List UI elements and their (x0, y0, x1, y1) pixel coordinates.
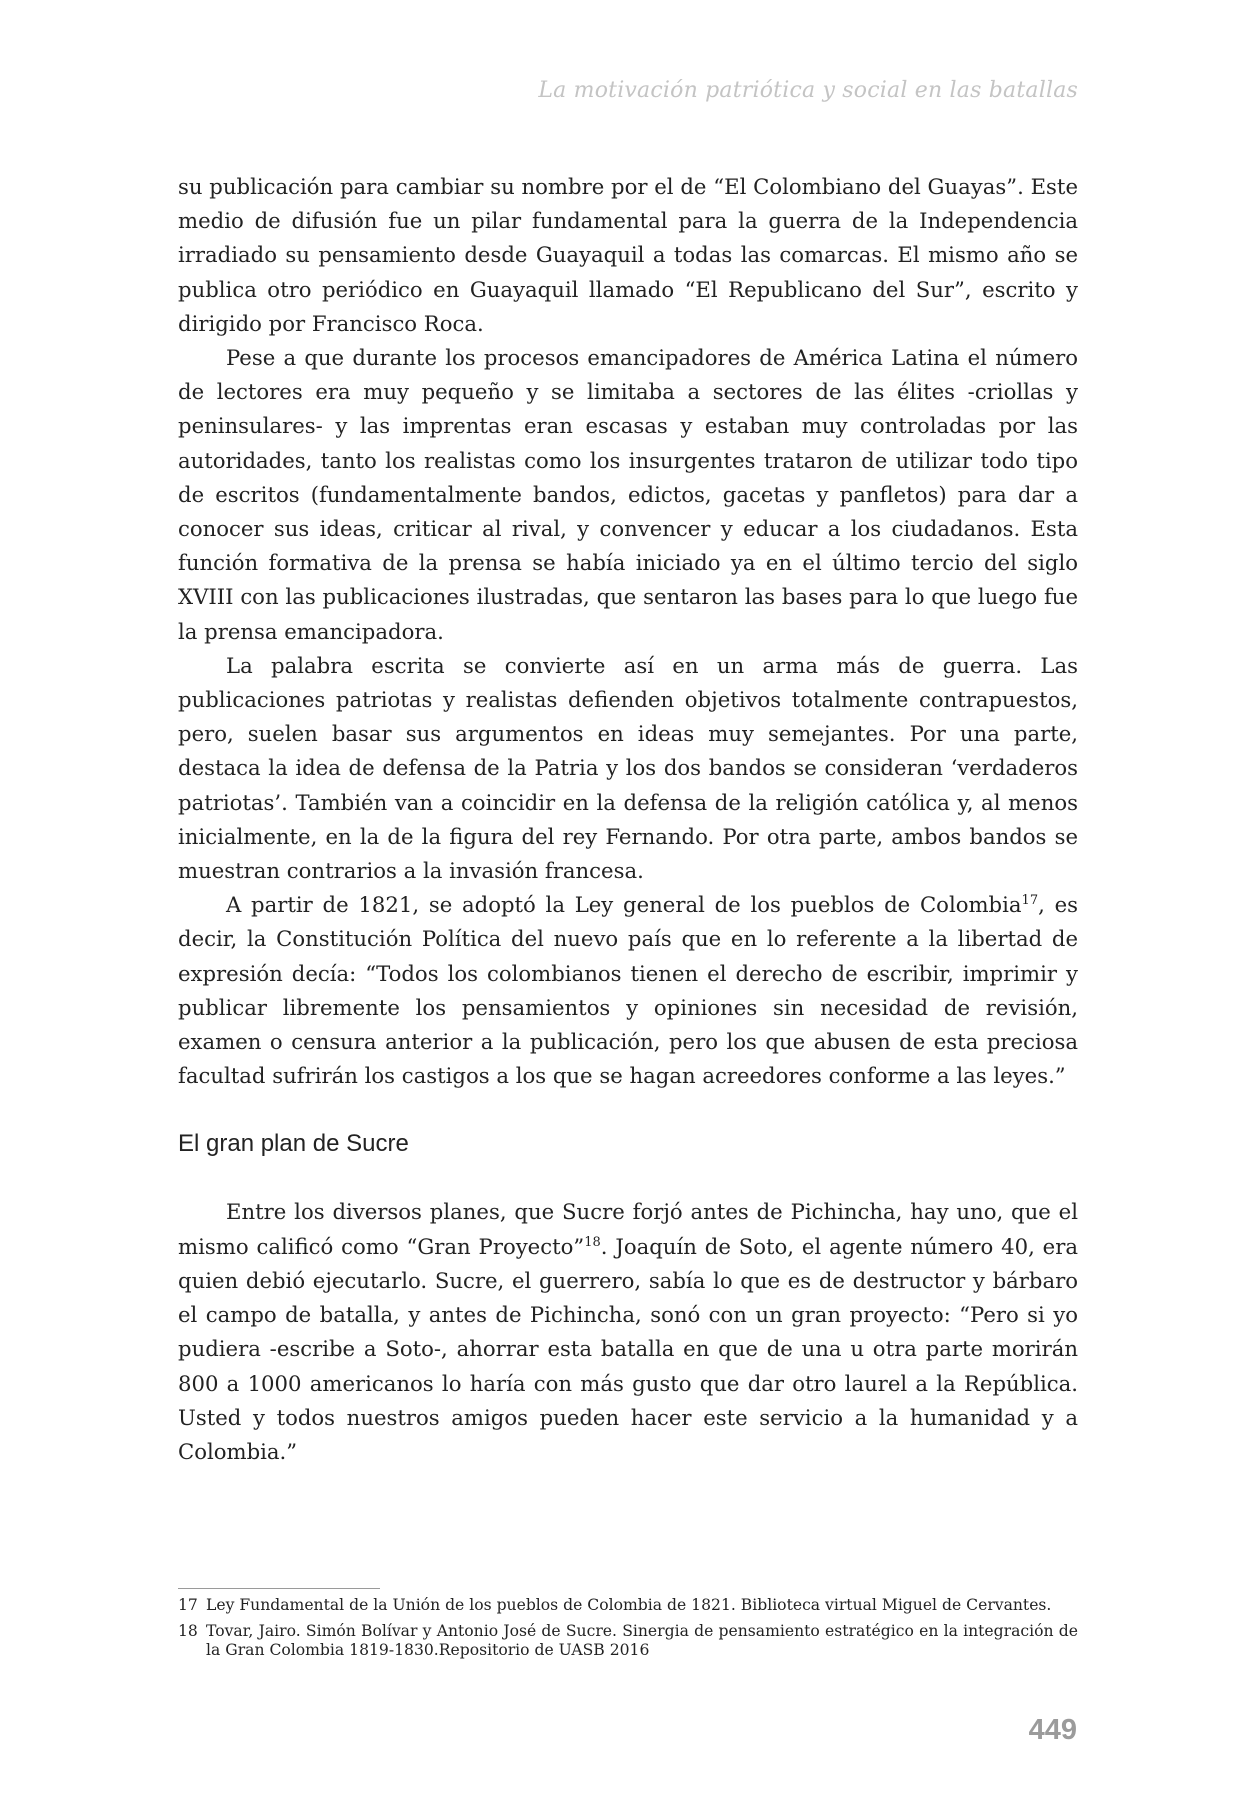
footnote-number: 18 (178, 1622, 198, 1640)
footnote-text: Tovar, Jairo. Simón Bolívar y Antonio José de Sucre. Sinergia de pensamiento estratégico en la integración de la Gran Colombia 1819-1830.Repositorio de UASB 2016 (206, 1622, 1078, 1659)
running-head: La motivación patriótica y social en las batallas (538, 78, 1078, 103)
footnote-18 (178, 1622, 1078, 1660)
paragraph-text: Entre los diversos planes, que Sucre forjó antes de Pichincha, hay uno, que el mismo calificó como “Gran Proyecto” (178, 1199, 1078, 1259)
paragraph-text: , es decir, la Constitución Política del nuevo país que en lo referente a la libertad de expresión decía: “Todos los colombianos tienen el derecho de escribir, imprimir y publicar libremente los pensamientos y opiniones sin necesidad de revisión, examen o censura anterior a la publicación, pero los que abusen de esta preciosa facultad sufrirán los castigos a los que se hagan acreedores conforme a las leyes.” (178, 892, 1078, 1089)
footnote-ref-17[interactable]: 17 (1021, 893, 1039, 909)
body-text (178, 170, 1078, 1469)
footnote-number: 17 (178, 1596, 198, 1614)
paragraph (178, 888, 1078, 1093)
paragraph-text: A partir de 1821, se adoptó la Ley general de los pueblos de Colombia (226, 892, 1022, 918)
paragraph (178, 1195, 1078, 1469)
paragraph: Pese a que durante los procesos emancipadores de América Latina el número de lectores era muy pequeño y se limitaba a sectores de las élites -criollas y peninsulares- y las imprentas eran escasas y estaban muy controladas por las autoridades, tanto los realistas como los insurgentes trataron de utilizar todo tipo de escritos (fundamentalmente bandos, edictos, gacetas y panfletos) para dar a conocer sus ideas, criticar al rival, y convencer y educar a los ciudadanos. Esta función formativa de la prensa se había iniciado ya en el último tercio del siglo XVIII con las publicaciones ilustradas, que sentaron las bases para lo que luego fue la prensa emancipadora. (178, 345, 1078, 644)
paragraph-text: . Joaquín de Soto, el agente número 40, era quien debió ejecutarlo. Sucre, el guerrero, sabía lo que es de destructor y bárbaro el campo de batalla, y antes de Pichincha, sonó con un gran proyecto: “Pero si yo pudiera -escribe a Soto-, ahorrar esta batalla en que de una u otra parte morirán 800 a 1000 americanos lo haría con más gusto que dar otro laurel a la República. Usted y todos nuestros amigos pueden hacer este servicio a la humanidad y a Colombia.” (178, 1233, 1078, 1464)
paragraph: La palabra escrita se convierte así en un arma más de guerra. Las publicaciones patriotas y realistas defienden objetivos totalmente contrapuestos, pero, suelen basar sus argumentos en ideas muy semejantes. Por una parte, destaca la idea de defensa de la Patria y los dos bandos se consideran ‘verdaderos patriotas’. También van a coincidir en la defensa de la religión católica y, al menos inicialmente, en la de la figura del rey Fernando. Por otra parte, ambos bandos se muestran contrarios a la invasión francesa. (178, 652, 1078, 884)
footnote-text: Ley Fundamental de la Unión de los pueblos de Colombia de 1821. Biblioteca virtual Miguel de Cervantes. (206, 1596, 1052, 1614)
section-heading: El gran plan de Sucre (178, 1130, 409, 1158)
paragraph: su publicación para cambiar su nombre por el de “El Colombiano del Guayas”. Este medio de difusión fue un pilar fundamental para la guerra de la Independencia irradiado su pensamiento desde Guayaquil a todas las comarcas. El mismo año se publica otro periódico en Guayaquil llamado “El Republicano del Sur”, escrito y dirigido por Francisco Roca. (178, 174, 1078, 336)
footnotes (178, 1596, 1078, 1667)
footnote-divider (178, 1588, 380, 1589)
footnote-17 (178, 1596, 1078, 1615)
footnote-ref-18[interactable]: 18 (584, 1234, 601, 1250)
page-number: 449 (1028, 1714, 1077, 1746)
